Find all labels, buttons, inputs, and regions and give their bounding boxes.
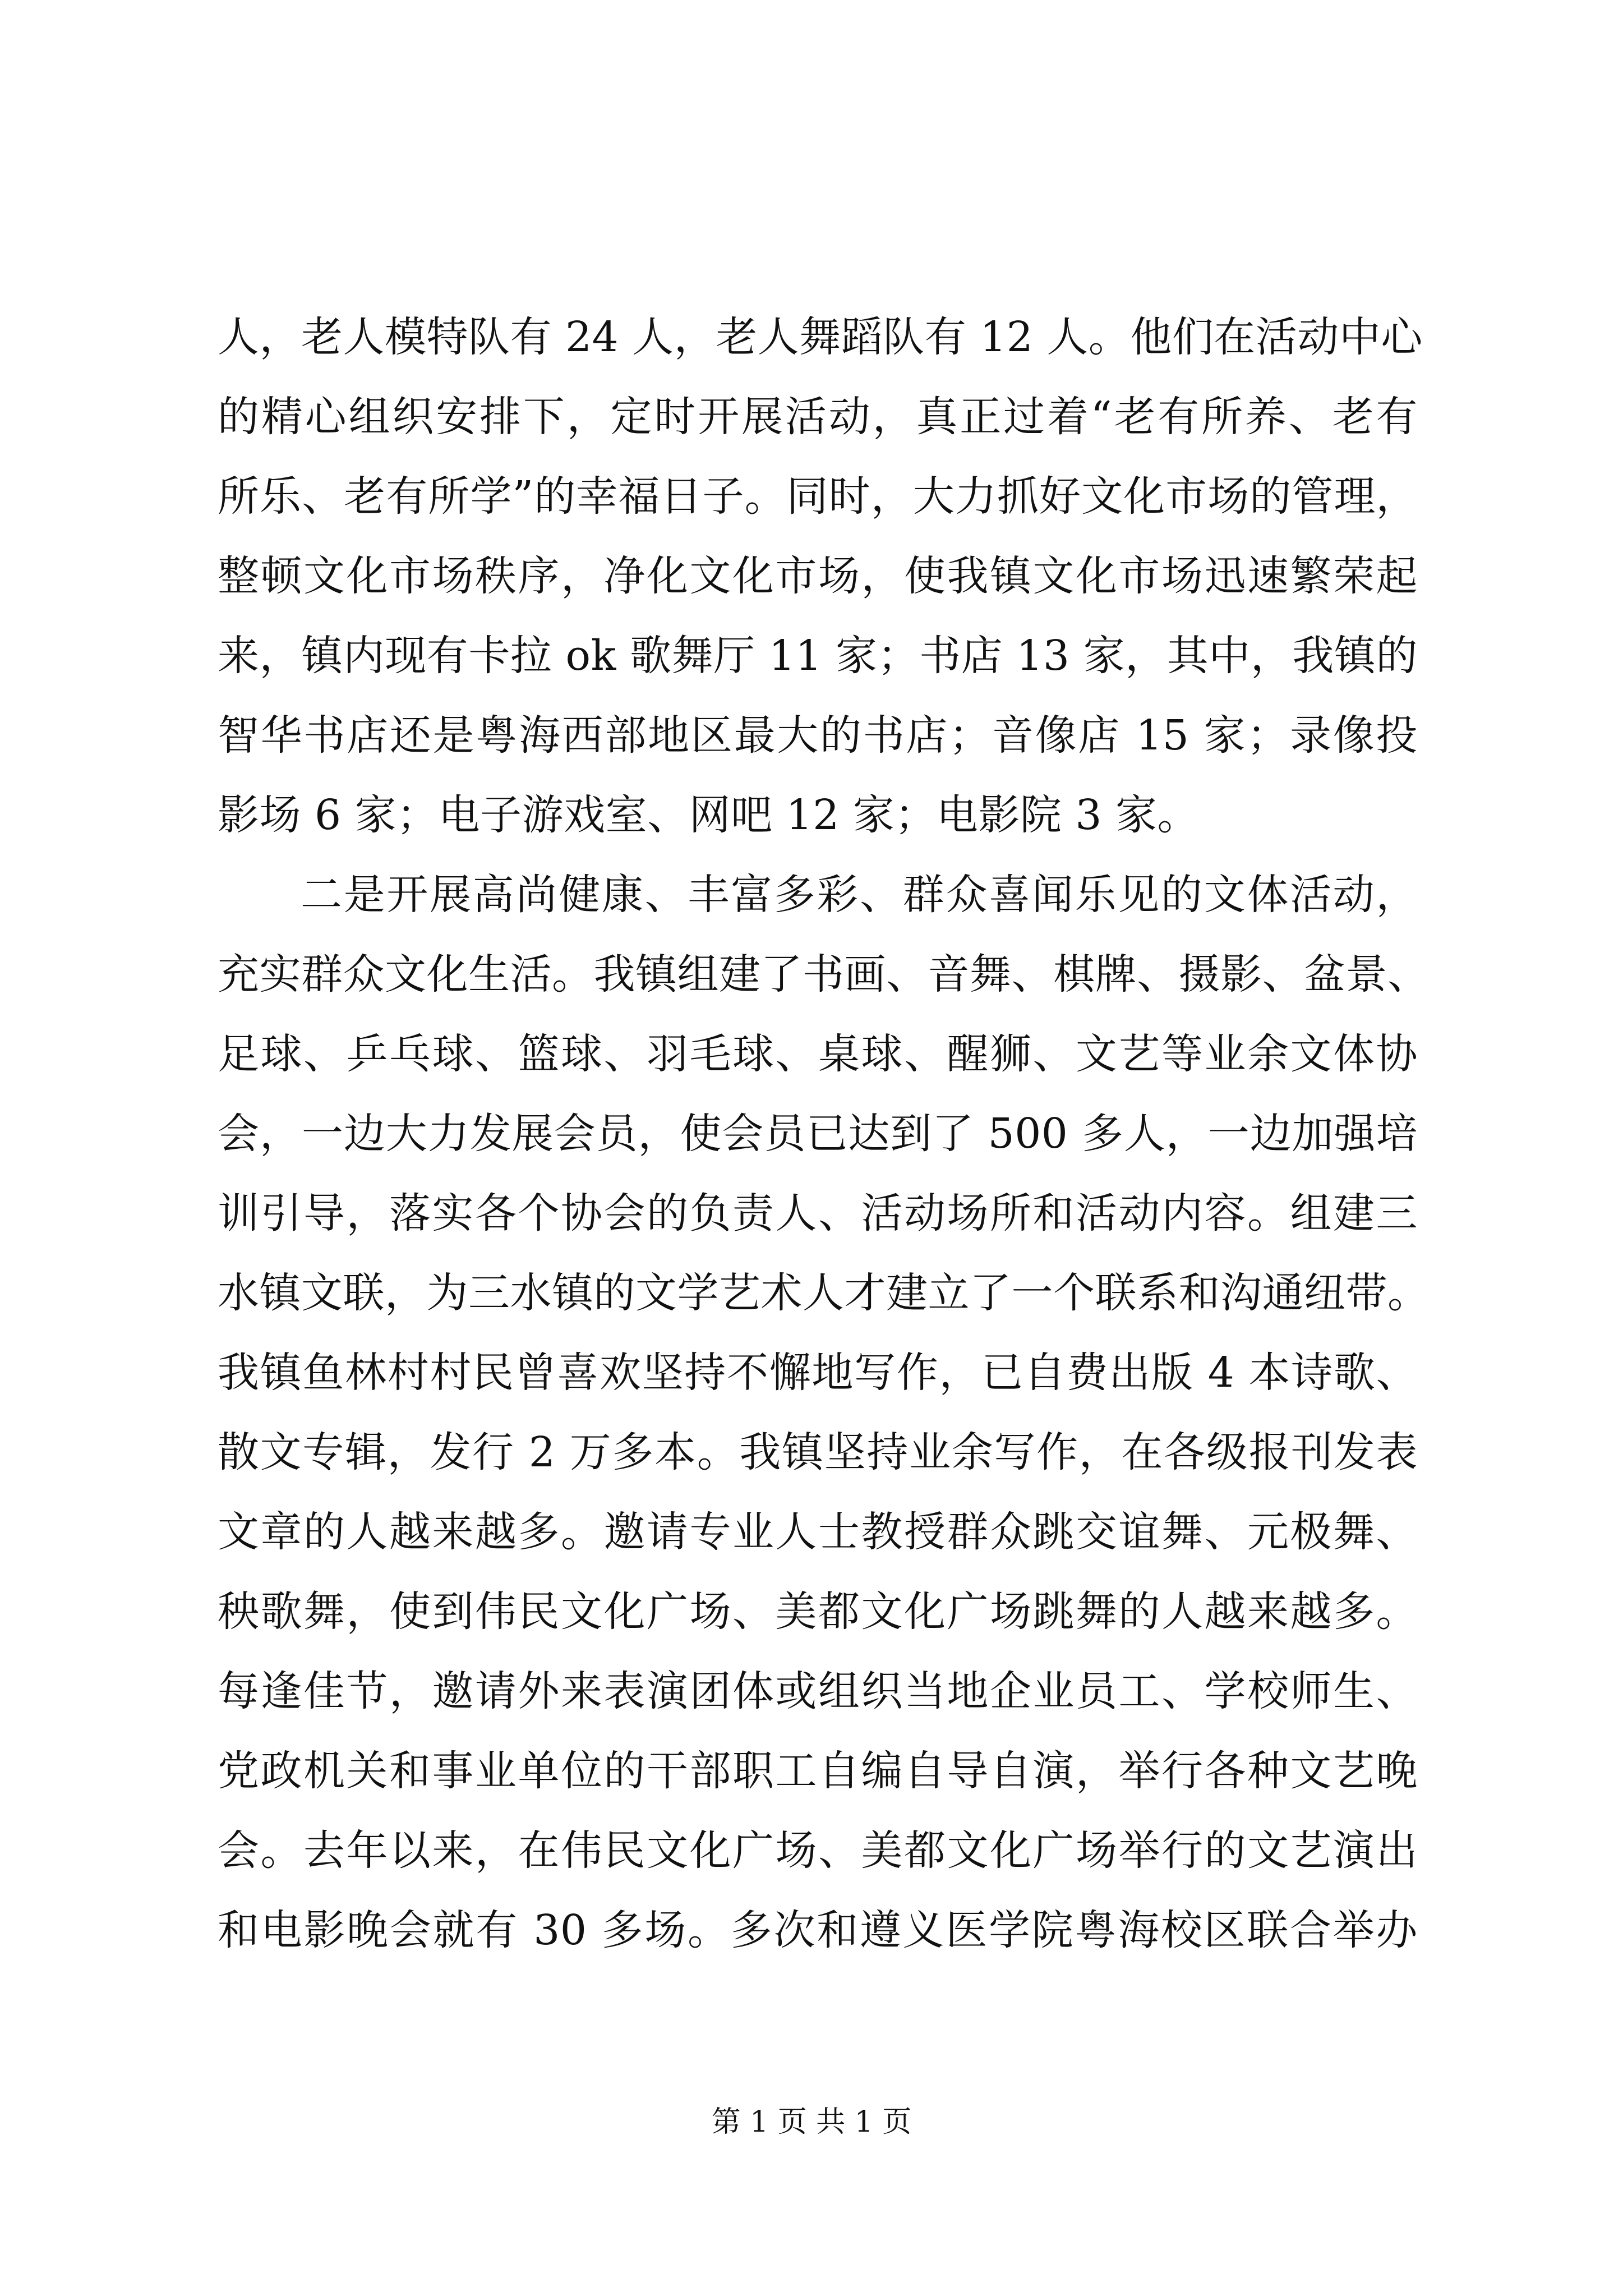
text-line: 的精心组织安排下，定时开展活动，真正过着“老有所养、老有 — [218, 393, 1418, 441]
body-text — [218, 297, 1430, 1970]
text-line: 秧歌舞，使到伟民文化广场、美都文化广场跳舞的人越来越多。 — [218, 1588, 1418, 1636]
text-line: 散文专辑，发行 2 万多本。我镇坚持业余写作，在各级报刊发表 — [218, 1428, 1418, 1476]
text-line: 和电影晚会就有 30 多场。多次和遵义医学院粤海校区联合举办 — [218, 1906, 1418, 1954]
page-footer: 第 1 页 共 1 页 — [711, 2105, 912, 2139]
text-line: 充实群众文化生活。我镇组建了书画、音舞、棋牌、摄影、盆景、 — [218, 950, 1430, 999]
text-line: 人，老人模特队有 24 人，老人舞蹈队有 12 人。他们在活动中心 — [218, 313, 1423, 361]
paragraph-first-line: 二是开展高尚健康、丰富多彩、群众喜闻乐见的文体活动， — [301, 871, 1418, 919]
text-line: 会，一边大力发展会员，使会员已达到了 500 多人，一边加强培 — [218, 1110, 1418, 1158]
text-line: 影场 6 家；电子游戏室、网吧 12 家；电影院 3 家。 — [218, 791, 1199, 839]
text-line: 整顿文化市场秩序，净化文化市场，使我镇文化市场迅速繁荣起 — [218, 552, 1418, 600]
text-line: 每逢佳节，邀请外来表演团体或组织当地企业员工、学校师生、 — [218, 1667, 1418, 1715]
text-line: 我镇鱼林村村民曾喜欢坚持不懈地写作，已自费出版 4 本诗歌、 — [218, 1349, 1418, 1397]
text-line: 会。去年以来，在伟民文化广场、美都文化广场举行的文艺演出 — [218, 1826, 1418, 1875]
text-line: 来，镇内现有卡拉 ok 歌舞厅 11 家；书店 13 家，其中，我镇的 — [218, 632, 1418, 680]
text-line: 智华书店还是粤海西部地区最大的书店；音像店 15 家；录像投 — [218, 711, 1418, 760]
text-line: 训引导，落实各个协会的负责人、活动场所和活动内容。组建三 — [218, 1189, 1418, 1237]
text-line: 文章的人越来越多。邀请专业人士教授群众跳交谊舞、元极舞、 — [218, 1508, 1418, 1556]
text-line: 党政机关和事业单位的干部职工自编自导自演，举行各种文艺晚 — [218, 1747, 1418, 1795]
text-line: 水镇文联，为三水镇的文学艺术人才建立了一个联系和沟通纽带。 — [218, 1269, 1430, 1317]
text-line: 所乐、老有所学”的幸福日子。同时，大力抓好文化市场的管理， — [218, 472, 1418, 521]
text-line: 足球、乒乓球、篮球、羽毛球、桌球、醒狮、文艺等业余文体协 — [218, 1030, 1418, 1078]
